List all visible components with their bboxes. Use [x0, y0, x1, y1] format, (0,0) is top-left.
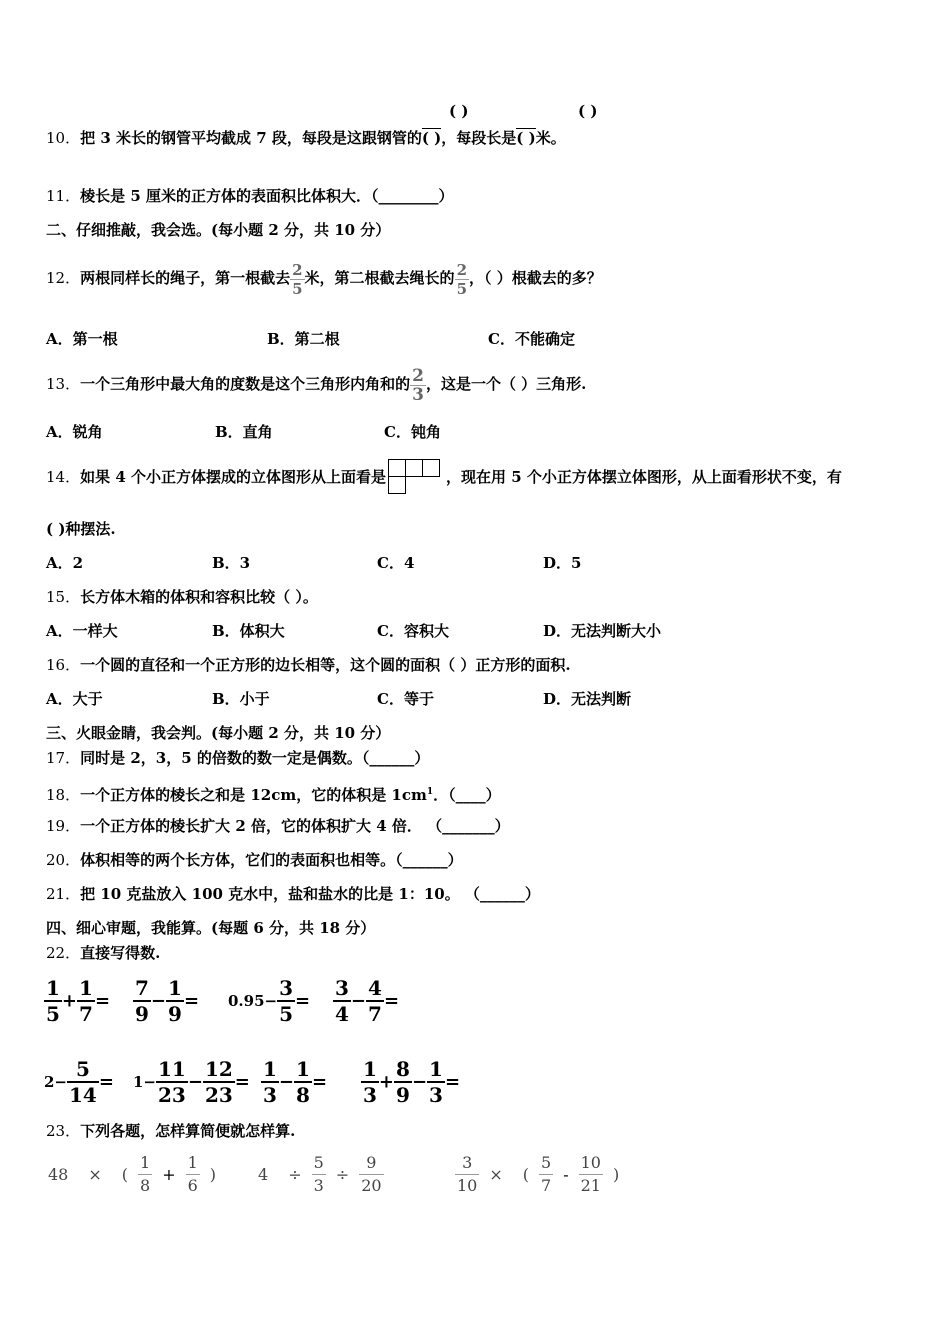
q15-option-a[interactable]: A．一样大 [46, 622, 118, 640]
question-15 [46, 587, 318, 607]
q19-text: 一个正方体的棱长扩大 2 倍，它的体积扩大 4 倍． （_______） [80, 817, 510, 835]
q11-text: 棱长是 5 厘米的正方体的表面积比体积大．（________） [80, 187, 454, 205]
q13-text-2: ，这是一个（ ）三角形. [425, 375, 587, 393]
q10-top-blank-1[interactable]: ( ) [449, 102, 469, 120]
q10-text-1: 把 3 米长的钢管平均截成 7 段，每段是这跟钢管的 [80, 129, 422, 147]
q12-number: 12． [46, 269, 81, 287]
q21-text: 把 10 克盐放入 100 克水中，盐和盐水的比是 1：10。 （______） [80, 885, 540, 903]
q14-number: 14． [46, 468, 81, 486]
q13-text-1: 一个三角形中最大角的度数是这个三角形内角和的 [80, 375, 411, 393]
question-23 [46, 1121, 295, 1141]
q18-superscript: 1 [426, 787, 434, 797]
q14-line-2: ( )种摆法. [46, 520, 116, 538]
q23-number: 23． [46, 1122, 81, 1140]
q23-text: 下列各题，怎样算简便就怎样算. [80, 1122, 296, 1140]
q14-option-d[interactable]: D．5 [543, 554, 582, 572]
q13-fraction: $\frac{2}{3}$ [412, 365, 424, 405]
question-10 [46, 128, 566, 148]
q13-option-a[interactable]: A．锐角 [46, 423, 103, 441]
q10-text-2: ，每段长是 [441, 129, 517, 147]
q18-text: 一个正方体的棱长之和是 12cm，它的体积是 1cm [80, 786, 427, 804]
q13-option-b[interactable]: B．直角 [215, 423, 273, 441]
calc-expression-7: $\frac{1}{3}$ − $\frac{1}{8}$ = [263, 1057, 328, 1107]
top-view-grid-icon [388, 459, 444, 497]
q12-fraction-1: $\frac{2}{5}$ [292, 260, 303, 298]
q12-fraction-2: $\frac{2}{5}$ [456, 260, 467, 298]
q14-option-a[interactable]: A．2 [46, 554, 84, 572]
q10-number: 10． [46, 129, 81, 147]
q12-option-b[interactable]: B．第二根 [267, 330, 340, 348]
calc-expression-2: $\frac{7}{9}$ − $\frac{1}{9}$ = [135, 976, 200, 1026]
q10-blank-1[interactable]: ( ) [421, 129, 442, 147]
q15-option-d[interactable]: D．无法判断大小 [543, 622, 662, 640]
simplify-expression-1: 48 × ( $\frac{1}{8}$ + $\frac{1}{6}$ ) [48, 1153, 217, 1195]
question-20 [46, 850, 463, 870]
q16-text: 一个圆的直径和一个正方形的边长相等，这个圆的面积（ ）正方形的面积. [80, 656, 571, 674]
q20-text: 体积相等的两个长方体，它们的表面积也相等。（______） [80, 851, 463, 869]
question-19 [46, 816, 510, 836]
section-3-heading: 三、火眼金睛，我会判。(每小题 2 分，共 10 分） [46, 724, 391, 742]
simplify-expression-3: $\frac{3}{10}$ × ( $\frac{5}{7}$ - $\frac{10}{21}$ ) [457, 1153, 620, 1195]
question-17 [46, 748, 429, 768]
q16-option-c[interactable]: C．等于 [377, 690, 434, 708]
q11-number: 11． [46, 187, 81, 205]
q15-option-b[interactable]: B．体积大 [212, 622, 285, 640]
q14-option-c[interactable]: C．4 [377, 554, 415, 572]
q17-text: 同时是 2，3，5 的倍数的数一定是偶数。（______） [80, 749, 430, 767]
simplify-expression-2: 4 ÷ $\frac{5}{3}$ ÷ $\frac{9}{20}$ [258, 1153, 382, 1195]
q14-text-1: 如果 4 个小正方体摆成的立体图形从上面看是 [80, 468, 386, 486]
q12-option-a[interactable]: A．第一根 [46, 330, 118, 348]
q17-number: 17． [46, 749, 81, 767]
q21-number: 21． [46, 885, 81, 903]
question-12 [46, 254, 602, 302]
q20-number: 20． [46, 851, 81, 869]
q12-text-1: 两根同样长的绳子，第一根截去 [80, 269, 291, 287]
calc-expression-1: $\frac{1}{5}$ + $\frac{1}{7}$ = [46, 976, 111, 1026]
q16-option-a[interactable]: A．大于 [46, 690, 103, 708]
q10-blank-2[interactable]: ( ) [516, 129, 536, 147]
question-22 [46, 943, 160, 963]
q10-text-3: 米。 [535, 129, 566, 147]
calc-expression-6: 1− $\frac{11}{23}$ − $\frac{12}{23}$ = [133, 1057, 250, 1107]
q18-tail: ．（____） [433, 786, 501, 804]
q13-number: 13． [46, 375, 81, 393]
question-14 [46, 453, 842, 501]
calc-expression-5: 2− $\frac{5}{14}$ = [44, 1057, 114, 1107]
section-2-heading: 二、仔细推敲，我会选。(每小题 2 分，共 10 分） [46, 221, 391, 239]
calc-expression-8: $\frac{1}{3}$ + $\frac{8}{9}$ − $\frac{1}{3}$ = [363, 1057, 461, 1107]
q16-option-d[interactable]: D．无法判断 [543, 690, 632, 708]
question-21 [46, 884, 540, 904]
q14-option-b[interactable]: B．3 [212, 554, 251, 572]
q19-number: 19． [46, 817, 81, 835]
q10-top-blank-2[interactable]: ( ) [578, 102, 598, 120]
q18-number: 18． [46, 786, 81, 804]
q22-text: 直接写得数. [80, 944, 161, 962]
calc-expression-4: $\frac{3}{4}$ − $\frac{4}{7}$ = [335, 976, 400, 1026]
q15-option-c[interactable]: C．容积大 [377, 622, 449, 640]
q15-text: 长方体木箱的体积和容积比较（ ）。 [80, 588, 318, 606]
q22-number: 22． [46, 944, 81, 962]
question-11 [46, 186, 453, 206]
q16-number: 16． [46, 656, 81, 674]
q15-number: 15． [46, 588, 81, 606]
question-18 [46, 782, 501, 805]
section-4-heading: 四、细心审题，我能算。(每题 6 分，共 18 分） [46, 919, 376, 937]
calc-expression-3: 0.95− $\frac{3}{5}$ = [228, 976, 311, 1026]
question-13 [46, 360, 586, 408]
question-16 [46, 655, 571, 675]
q12-option-c[interactable]: C．不能确定 [488, 330, 575, 348]
q13-option-c[interactable]: C．钝角 [384, 423, 441, 441]
q12-text-3: ，（ ）根截去的多？ [469, 269, 602, 287]
q12-text-2: 米，第二根截去绳长的 [304, 269, 455, 287]
q14-text-2: ，现在用 5 个小正方体摆立体图形，从上面看形状不变，有 [445, 468, 842, 486]
q16-option-b[interactable]: B．小于 [212, 690, 270, 708]
